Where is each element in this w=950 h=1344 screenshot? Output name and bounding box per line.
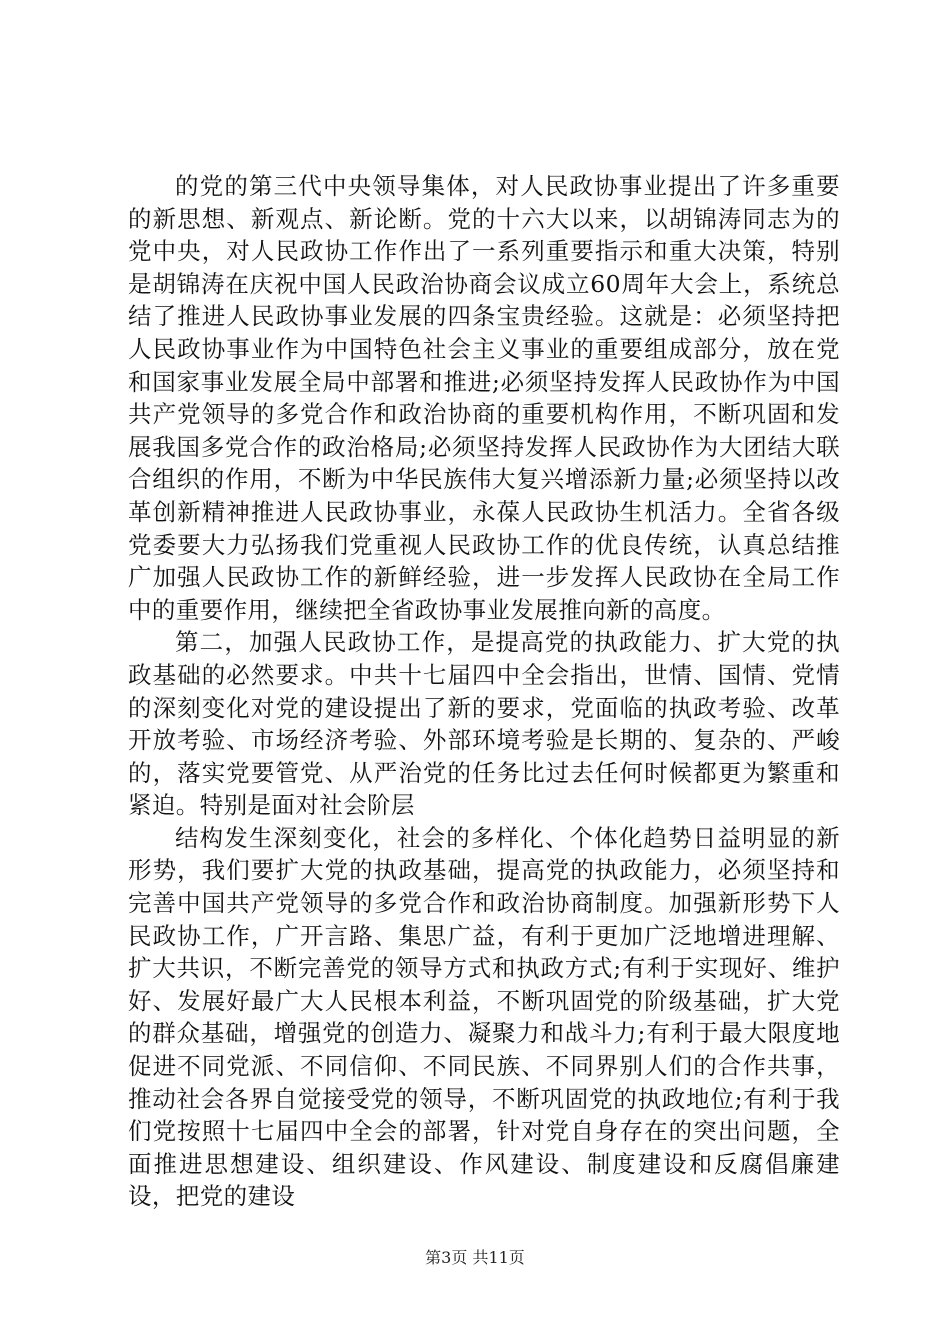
paragraph-2: 第二，加强人民政协工作，是提高党的执政能力、扩大党的执政基础的必然要求。中共十七届四中全会指出，世情、国情、党情的深刻变化对党的建设提出了新的要求，党面临的执政考验、改革开放考验、市场经济考验、外部环境考验是长期的、复杂的、严峻的，落实党要管党、从严治党的任务比过去任何时候都更为繁重和紧迫。特别是面对社会阶层 xyxy=(128,628,840,820)
page-footer xyxy=(0,1247,950,1269)
paragraph-1: 的党的第三代中央领导集体，对人民政协事业提出了许多重要的新思想、新观点、新论断。党的十六大以来，以胡锦涛同志为的党中央，对人民政协工作作出了一系列重要指示和重大决策，特别是胡锦涛在庆祝中国人民政治协商会议成立60周年大会上，系统总结了推进人民政协事业发展的四条宝贵经验。这就是：必须坚持把人民政协事业作为中国特色社会主义事业的重要组成部分，放在党和国家事业发展全局中部署和推进;必须坚持发挥人民政协作为中国共产党领导的多党合作和政治协商的重要机构作用，不断巩固和发展我国多党合作的政治格局;必须坚持发挥人民政协作为大团结大联合组织的作用，不断为中华民族伟大复兴增添新力量;必须坚持以改革创新精神推进人民政协事业，永葆人民政协生机活力。全省各级党委要大力弘扬我们党重视人民政协工作的优良传统，认真总结推广加强人民政协工作的新鲜经验，进一步发挥人民政协在全局工作中的重要作用，继续把全省政协事业发展推向新的高度。 xyxy=(128,172,840,624)
page-number-label: 第3页 共11页 xyxy=(425,1248,525,1267)
document-body xyxy=(128,170,840,1213)
paragraph-3: 结构发生深刻变化，社会的多样化、个体化趋势日益明显的新形势，我们要扩大党的执政基础，提高党的执政能力，必须坚持和完善中国共产党领导的多党合作和政治协商制度。加强新形势下人民政协工作，广开言路、集思广益，有利于更加广泛地增进理解、扩大共识，不断完善党的领导方式和执政方式;有利于实现好、维护好、发展好最广大人民根本利益，不断巩固党的阶级基础，扩大党的群众基础，增强党的创造力、凝聚力和战斗力;有利于最大限度地促进不同党派、不同信仰、不同民族、不同界别人们的合作共事，推动社会各界自觉接受党的领导，不断巩固党的执政地位;有利于我们党按照十七届四中全会的部署，针对党自身存在的突出问题，全面推进思想建设、组织建设、作风建设、制度建设和反腐倡廉建设，把党的建设 xyxy=(128,823,840,1211)
